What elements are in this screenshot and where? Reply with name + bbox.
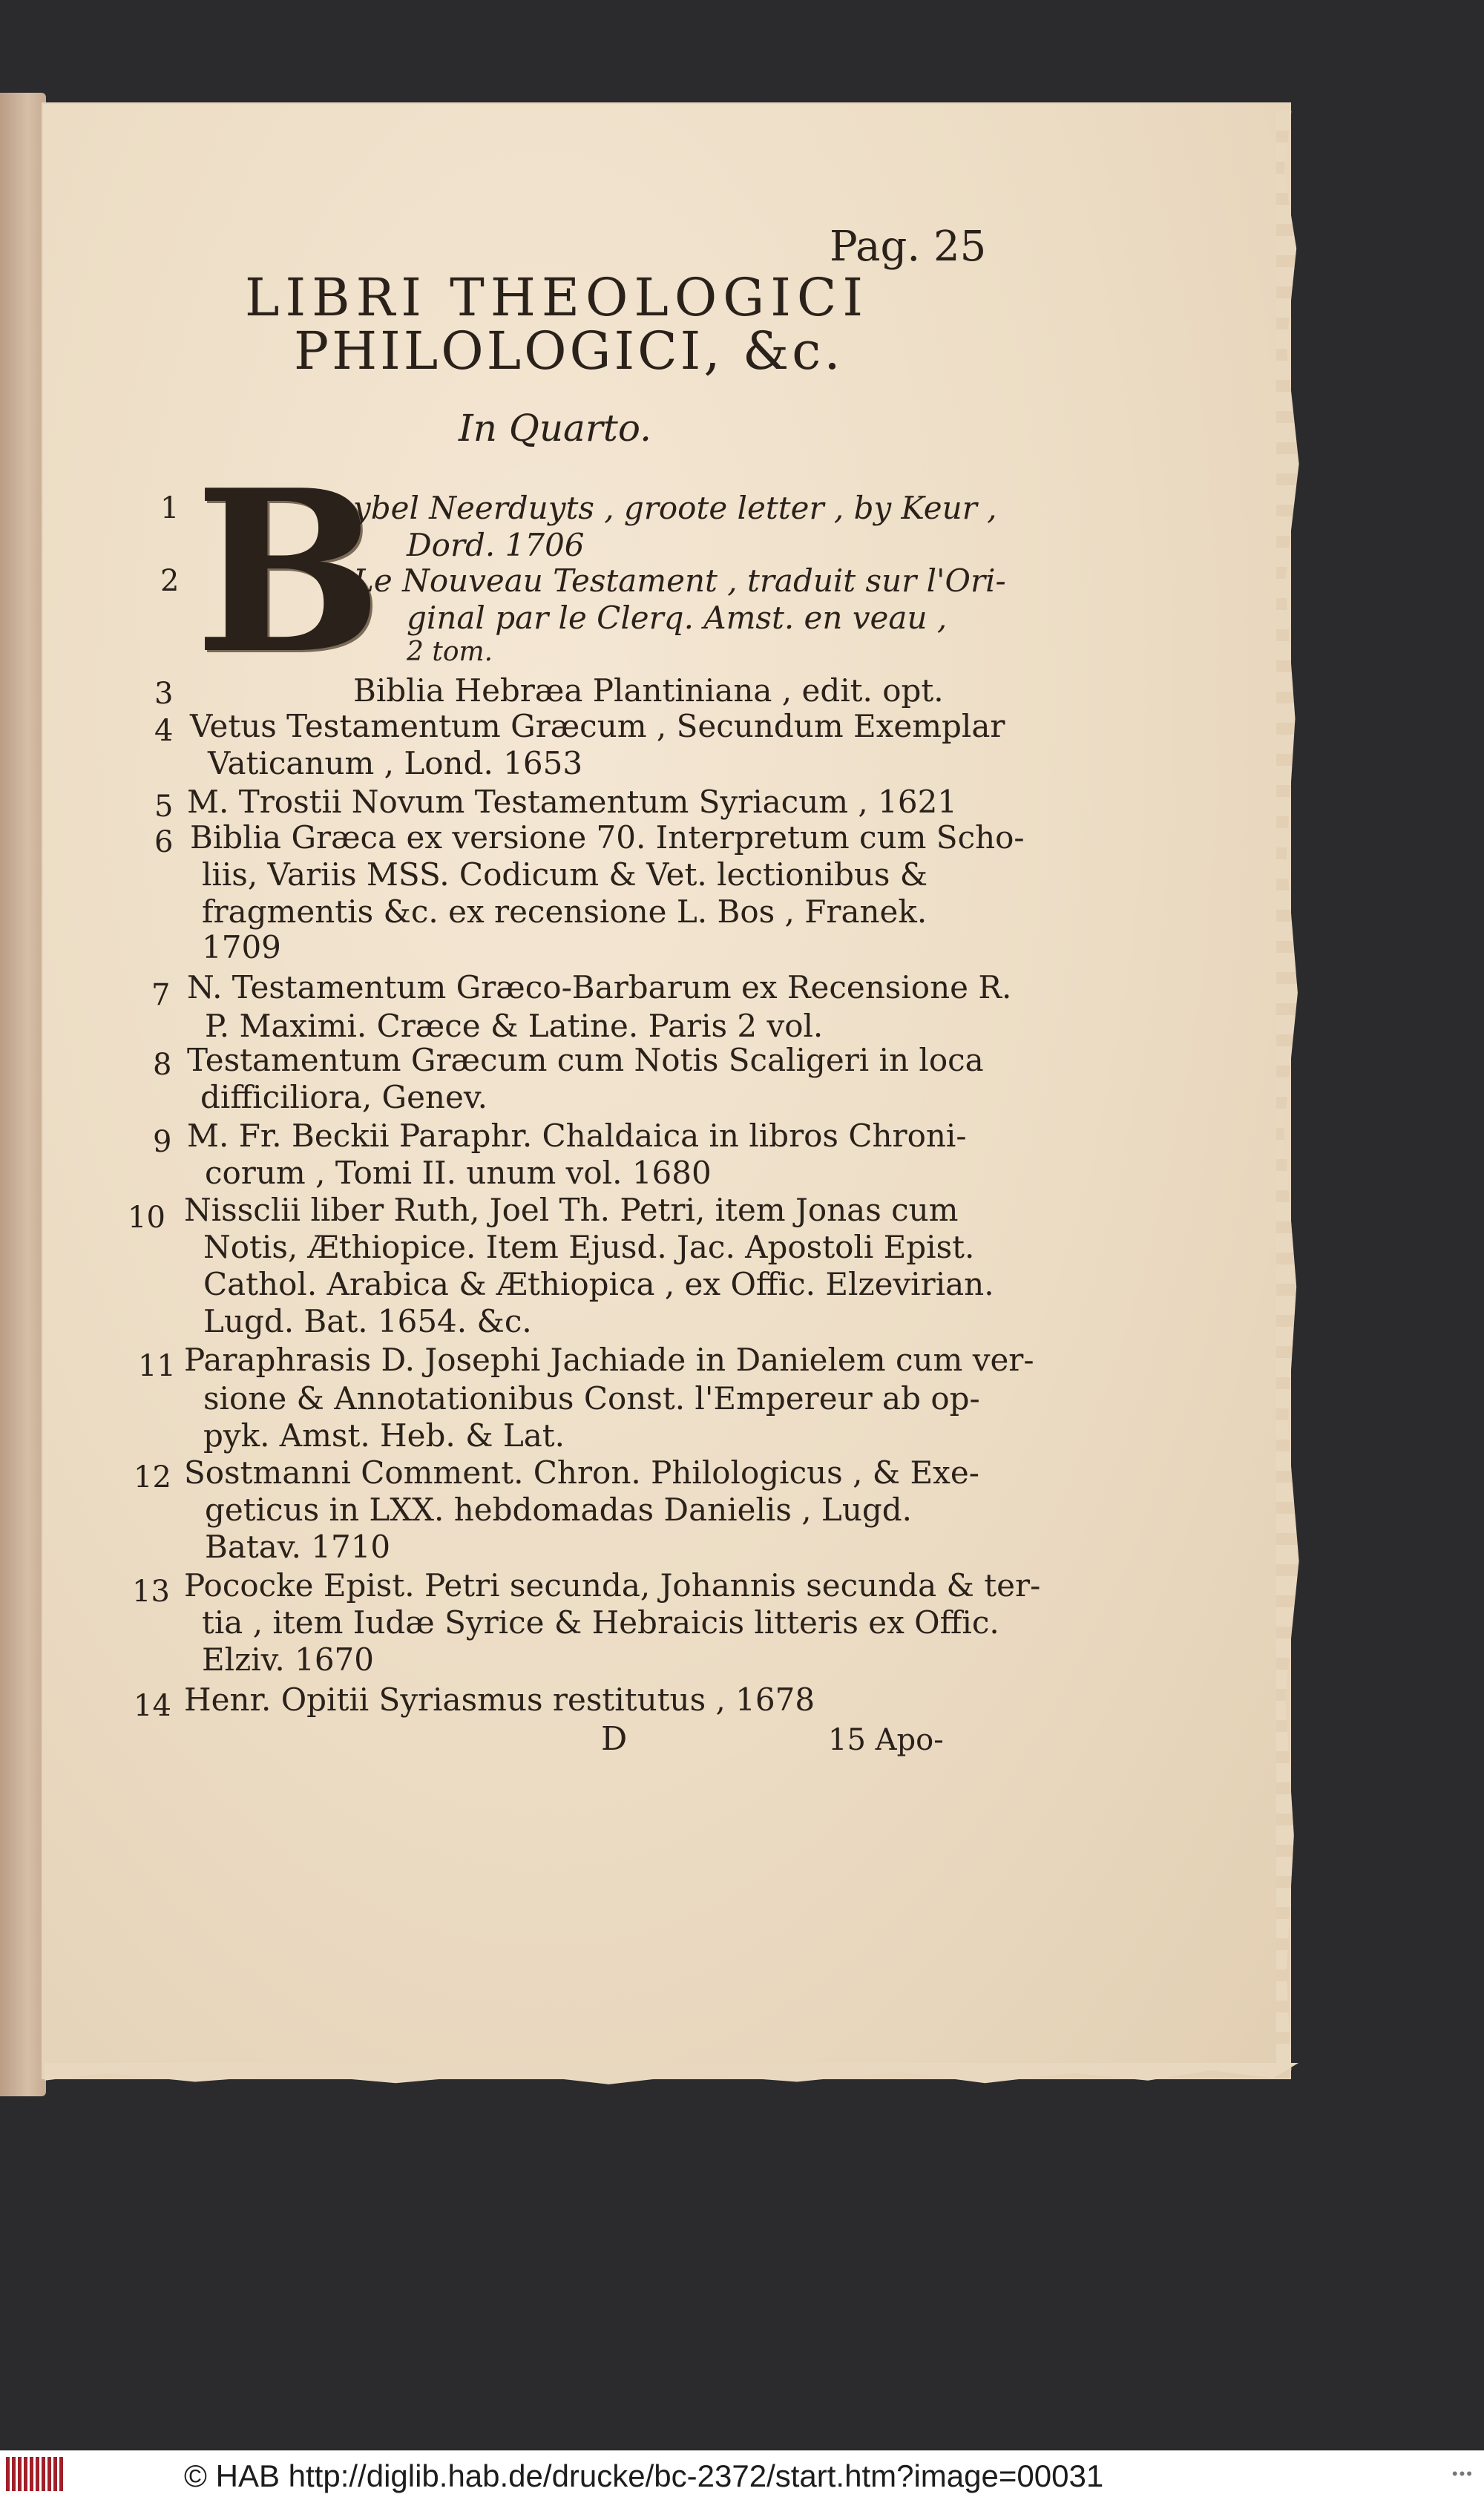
entry-line: Biblia Hebræa Plantiniana , edit. opt.	[353, 672, 944, 709]
entry-number: 3	[154, 677, 174, 711]
entry-line: difficiliora, Genev.	[200, 1079, 487, 1115]
entry-line: tia , item Iudæ Syrice & Hebraicis litteris ex Offic.	[202, 1604, 999, 1641]
entry-line: Batav. 1710	[205, 1529, 391, 1565]
entry-line: Sostmanni Comment. Chron. Philologicus , & Exe-	[184, 1454, 979, 1491]
entry-line: Pococke Epist. Petri secunda, Johannis secunda & ter-	[184, 1567, 1041, 1604]
entry-line: fragmentis &c. ex recensione L. Bos , Franek.	[202, 893, 928, 930]
entry-line: Nissclii liber Ruth, Joel Th. Petri, item Jonas cum	[184, 1192, 959, 1228]
entry-line: Dord. 1706	[407, 527, 585, 563]
entry-line: sione & Annotationibus Const. l'Empereur ab op-	[203, 1380, 980, 1417]
entry-line: M. Trostii Novum Testamentum Syriacum , 1621	[187, 784, 958, 820]
entry-line: Testamentum Græcum cum Notis Scaligeri in loca	[187, 1042, 984, 1078]
entry-number: 10	[128, 1201, 165, 1235]
status-bar	[0, 2450, 1484, 2497]
entry-line: Biblia Græca ex versione 70. Interpretum cum Scho-	[190, 819, 1025, 856]
entry-line: pyk. Amst. Heb. & Lat.	[203, 1417, 565, 1454]
entry-number: 8	[153, 1048, 172, 1082]
entry-line: Lugd. Bat. 1654. &c.	[203, 1303, 532, 1339]
entry-line: P. Maximi. Cræce & Latine. Paris 2 vol.	[205, 1008, 824, 1044]
entry-number: 11	[138, 1349, 176, 1383]
entry-line: 2 tom.	[407, 637, 493, 667]
entry-number: 14	[134, 1689, 171, 1723]
entry-line: ginal par le Clerq. Amst. en veau ,	[407, 600, 948, 636]
entry-line: Le Nouveau Testament , traduit sur l'Ori-	[353, 562, 1006, 599]
entry-number: 1	[160, 491, 180, 525]
entry-number: 4	[154, 714, 174, 748]
entry-line: Elziv. 1670	[202, 1641, 374, 1678]
hab-logo-icon	[6, 2457, 64, 2491]
entry-line: Cathol. Arabica & Æthiopica , ex Offic. Elzevirian.	[203, 1266, 994, 1302]
section-heading: In Quarto.	[459, 407, 651, 450]
entry-line: liis, Variis MSS. Codicum & Vet. lectionibus &	[202, 856, 928, 893]
entry-line: corum , Tomi II. unum vol. 1680	[205, 1155, 712, 1191]
drop-cap: B	[194, 441, 383, 703]
entry-number: 7	[151, 978, 171, 1012]
entry-line: ybel Neerduyts , groote letter , by Keur ,	[353, 490, 997, 526]
entry-line: geticus in LXX. hebdomadas Danielis , Lugd.	[205, 1492, 912, 1528]
copyright-url[interactable]: © HAB http://diglib.hab.de/drucke/bc-2372/start.htm?image=00031	[184, 2458, 1104, 2493]
entry-line: N. Testamentum Græco-Barbarum ex Recensione R.	[187, 969, 1012, 1005]
more-dots-icon[interactable]: •••	[1451, 2464, 1474, 2483]
entry-line: 1709	[202, 929, 281, 965]
entry-line: Henr. Opitii Syriasmus restitutus , 1678	[184, 1681, 815, 1718]
entry-line: Notis, Æthiopice. Item Ejusd. Jac. Apostoli Epist.	[203, 1229, 975, 1265]
entry-number: 5	[154, 790, 174, 824]
catchword: 15 Apo-	[828, 1723, 944, 1757]
page-title-line1: LIBRI THEOLOGICI	[245, 267, 870, 328]
entry-line: Paraphrasis D. Josephi Jachiade in Danielem cum ver-	[184, 1342, 1034, 1378]
entry-line: Vetus Testamentum Græcum , Secundum Exemplar	[190, 708, 1005, 744]
entry-number: 12	[134, 1460, 171, 1494]
page-title-line2: PHILOLOGICI, &c.	[294, 321, 844, 381]
signature-mark: D	[601, 1720, 628, 1758]
entry-line: Vaticanum , Lond. 1653	[208, 745, 583, 781]
entry-number: 9	[153, 1125, 172, 1159]
page-number: Pag. 25	[830, 223, 987, 271]
entry-number: 13	[132, 1575, 170, 1609]
entry-line: M. Fr. Beckii Paraphr. Chaldaica in libros Chroni-	[187, 1118, 967, 1154]
entry-number: 6	[154, 825, 174, 859]
entry-number: 2	[160, 564, 180, 598]
